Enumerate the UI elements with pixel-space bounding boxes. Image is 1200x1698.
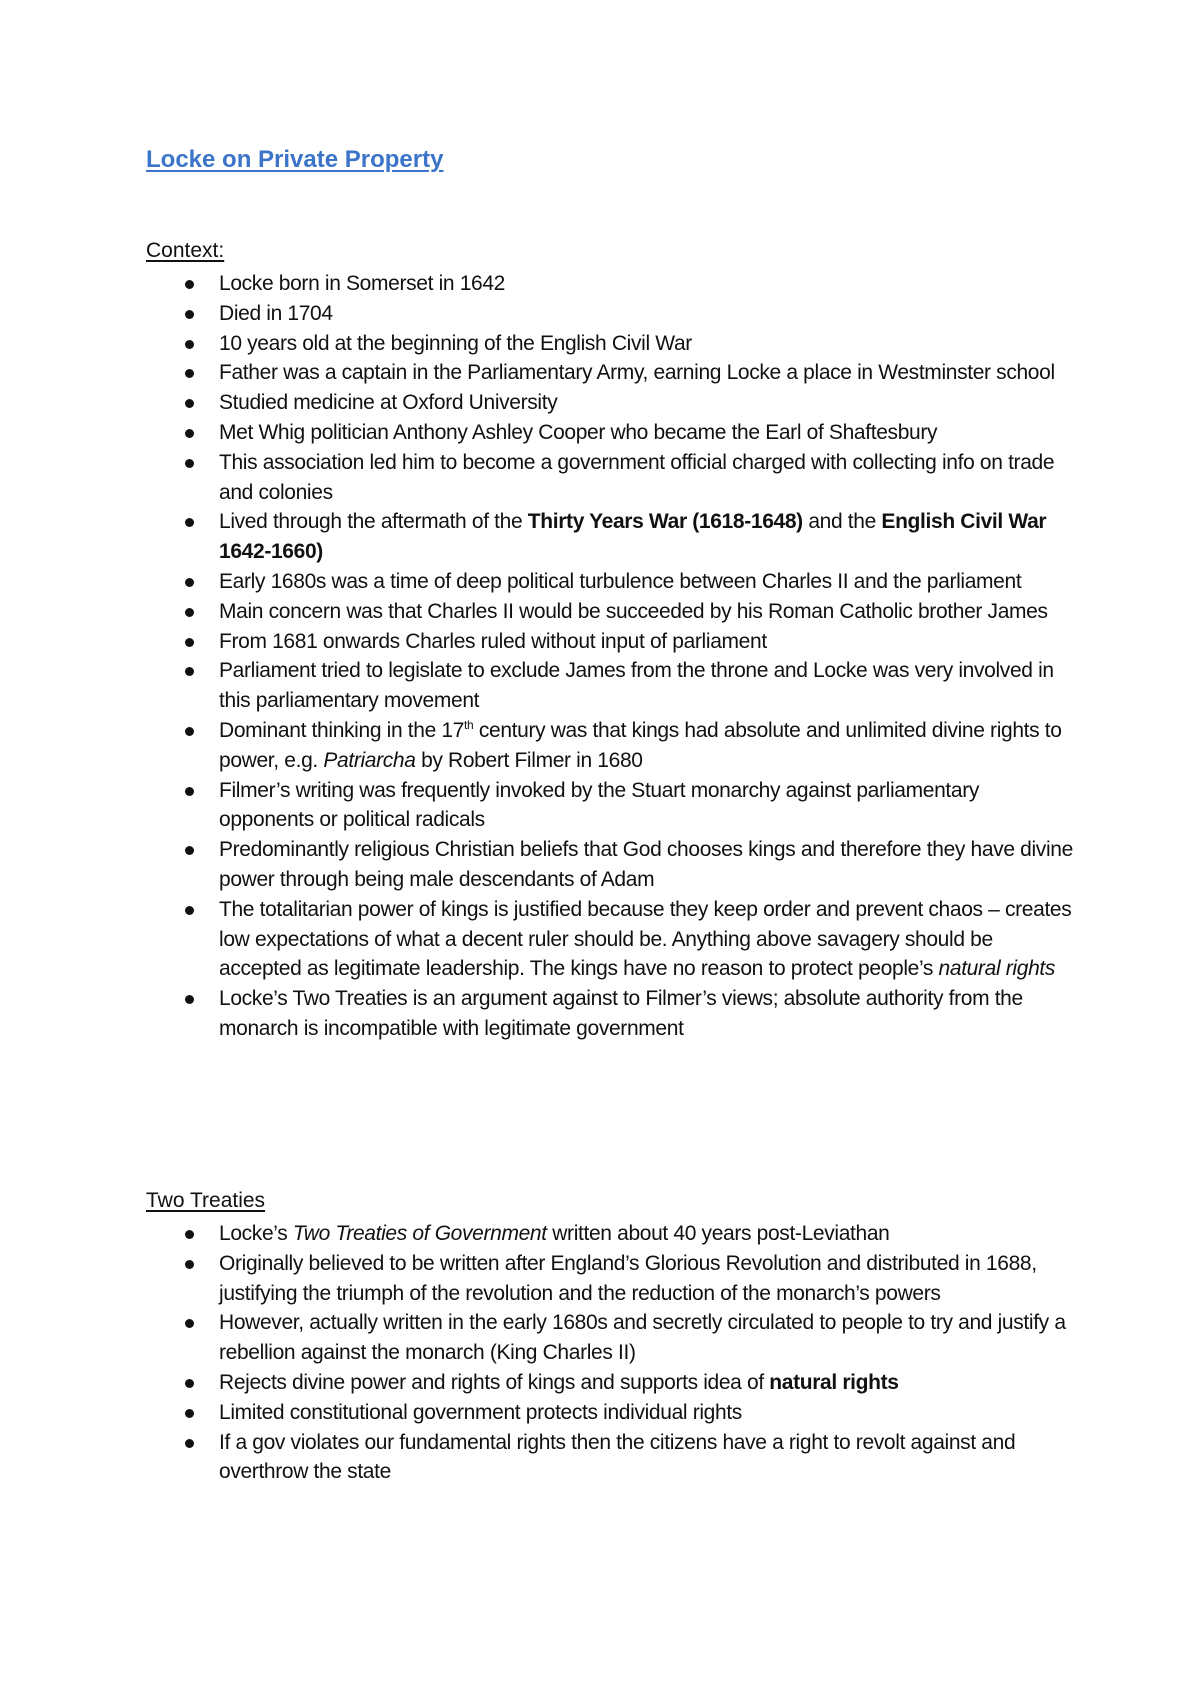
bullet-icon	[185, 787, 194, 796]
list-item: Parliament tried to legislate to exclude James from the throne and Locke was very involved in this parliamentary movement	[146, 656, 1076, 716]
list-item: If a gov violates our fundamental rights then the citizens have a right to revolt against and overthrow the state	[146, 1428, 1076, 1488]
bullet-icon	[185, 399, 194, 408]
context-list	[146, 269, 1076, 1044]
bullet-icon	[185, 459, 194, 468]
bullet-icon	[185, 578, 194, 587]
bullet-icon	[185, 310, 194, 319]
bullet-icon	[185, 369, 194, 378]
document-title: Locke on Private Property	[146, 146, 444, 173]
bullet-icon	[185, 638, 194, 647]
list-item: 10 years old at the beginning of the English Civil War	[146, 329, 1076, 359]
section-heading-context: Context:	[146, 239, 225, 262]
bullet-icon	[185, 906, 194, 915]
list-item: Father was a captain in the Parliamentary Army, earning Locke a place in Westminster school	[146, 358, 1076, 388]
bullet-icon	[185, 995, 194, 1004]
bullet-icon	[185, 340, 194, 349]
list-item: Early 1680s was a time of deep political turbulence between Charles II and the parliament	[146, 567, 1076, 597]
list-item: Filmer’s writing was frequently invoked by the Stuart monarchy against parliamentary opponents or political radicals	[146, 776, 1076, 836]
bullet-icon	[185, 280, 194, 289]
bullet-icon	[185, 1260, 194, 1269]
list-item: Dominant thinking in the 17th century was that kings had absolute and unlimited divine rights to power, e.g. Patriarcha by Robert Filmer in 1680	[146, 716, 1076, 776]
list-item: From 1681 onwards Charles ruled without input of parliament	[146, 627, 1076, 657]
bullet-icon	[185, 727, 194, 736]
bullet-icon	[185, 608, 194, 617]
two-treaties-list	[146, 1219, 1076, 1487]
list-item: However, actually written in the early 1680s and secretly circulated to people to try and justify a rebellion against the monarch (King Charles II)	[146, 1308, 1076, 1368]
list-item: Studied medicine at Oxford University	[146, 388, 1076, 418]
list-item: Rejects divine power and rights of kings and supports idea of natural rights	[146, 1368, 1076, 1398]
list-item: Limited constitutional government protects individual rights	[146, 1398, 1076, 1428]
list-item: Lived through the aftermath of the Thirty Years War (1618-1648) and the English Civil War 1642-1660)	[146, 507, 1076, 567]
list-item: Locke’s Two Treaties of Government written about 40 years post-Leviathan	[146, 1219, 1076, 1249]
list-item: Died in 1704	[146, 299, 1076, 329]
list-item: This association led him to become a government official charged with collecting info on trade and colonies	[146, 448, 1076, 508]
bullet-icon	[185, 1379, 194, 1388]
bullet-icon	[185, 667, 194, 676]
bullet-icon	[185, 1230, 194, 1239]
bullet-icon	[185, 1439, 194, 1448]
bullet-icon	[185, 1319, 194, 1328]
list-item: Originally believed to be written after England’s Glorious Revolution and distributed in 1688, justifying the triumph of the revolution and the reduction of the monarch’s powers	[146, 1249, 1076, 1309]
bullet-icon	[185, 1409, 194, 1418]
list-item: Predominantly religious Christian beliefs that God chooses kings and therefore they have divine power through being male descendants of Adam	[146, 835, 1076, 895]
list-item: Main concern was that Charles II would be succeeded by his Roman Catholic brother James	[146, 597, 1076, 627]
section-heading-two-treaties: Two Treaties	[146, 1189, 266, 1212]
list-item: Locke born in Somerset in 1642	[146, 269, 1076, 299]
bullet-icon	[185, 518, 194, 527]
list-item: The totalitarian power of kings is justified because they keep order and prevent chaos – creates low expectations of what a decent ruler should be. Anything above savagery should be accepted as legitimate leadership. The kings have no reason to protect people’s natural rights	[146, 895, 1076, 984]
list-item: Locke’s Two Treaties is an argument against to Filmer’s views; absolute authority from the monarch is incompatible with legitimate government	[146, 984, 1076, 1044]
bullet-icon	[185, 846, 194, 855]
list-item: Met Whig politician Anthony Ashley Cooper who became the Earl of Shaftesbury	[146, 418, 1076, 448]
bullet-icon	[185, 429, 194, 438]
